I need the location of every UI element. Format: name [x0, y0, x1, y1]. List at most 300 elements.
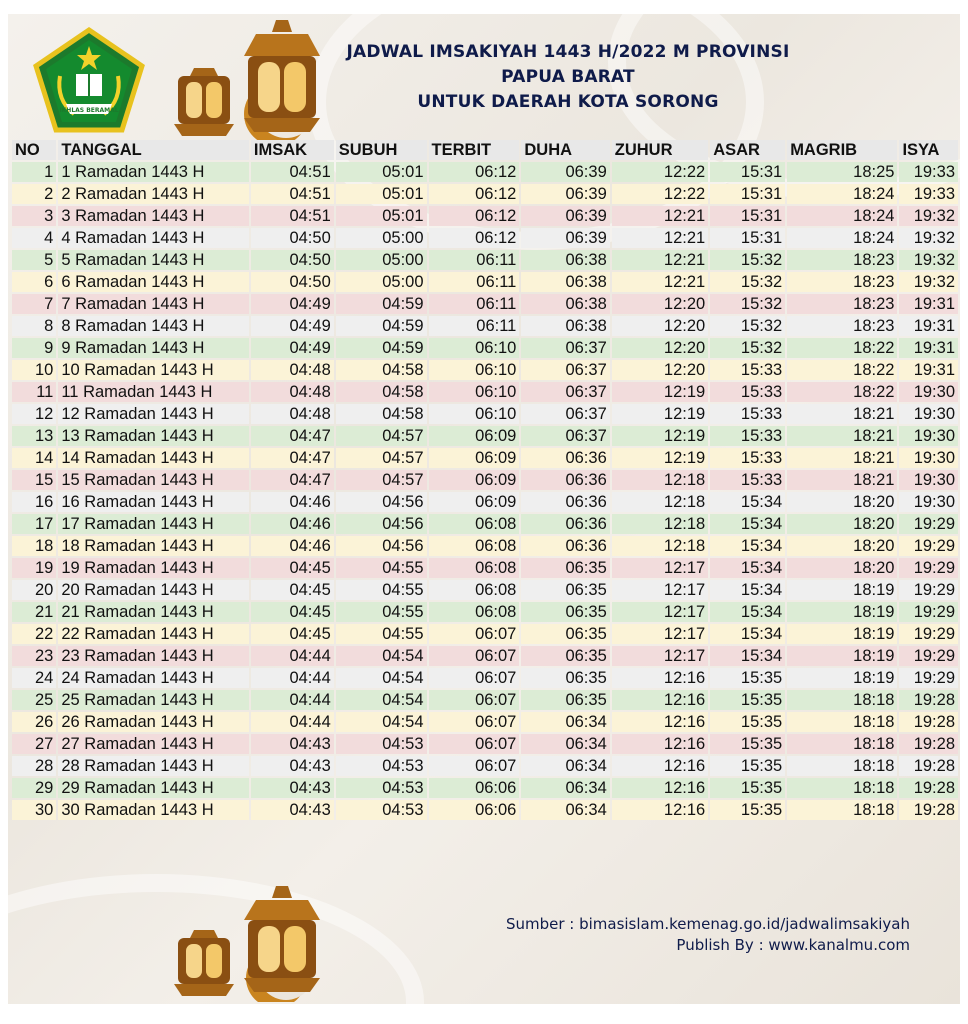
cell-asar: 15:35 — [710, 712, 785, 732]
table-row — [12, 514, 958, 534]
cell-asar: 15:33 — [710, 448, 785, 468]
cell-tanggal: 18 Ramadan 1443 H — [58, 536, 249, 556]
cell-no: 6 — [12, 272, 56, 292]
cell-tanggal: 15 Ramadan 1443 H — [58, 470, 249, 490]
cell-zuhur: 12:17 — [612, 558, 708, 578]
cell-zuhur: 12:17 — [612, 624, 708, 644]
cell-tanggal: 16 Ramadan 1443 H — [58, 492, 249, 512]
cell-asar: 15:34 — [710, 602, 785, 622]
cell-tanggal: 23 Ramadan 1443 H — [58, 646, 249, 666]
cell-duha: 06:34 — [521, 734, 609, 754]
cell-duha: 06:35 — [521, 558, 609, 578]
cell-tanggal: 3 Ramadan 1443 H — [58, 206, 249, 226]
cell-tanggal: 20 Ramadan 1443 H — [58, 580, 249, 600]
cell-magrib: 18:18 — [787, 712, 897, 732]
cell-no: 15 — [12, 470, 56, 490]
cell-magrib: 18:23 — [787, 316, 897, 336]
cell-asar: 15:35 — [710, 668, 785, 688]
cell-tanggal: 28 Ramadan 1443 H — [58, 756, 249, 776]
cell-terbit: 06:11 — [429, 250, 520, 270]
cell-no: 1 — [12, 162, 56, 182]
cell-terbit: 06:11 — [429, 294, 520, 314]
cell-terbit: 06:07 — [429, 646, 520, 666]
cell-asar: 15:35 — [710, 734, 785, 754]
cell-no: 28 — [12, 756, 56, 776]
cell-tanggal: 26 Ramadan 1443 H — [58, 712, 249, 732]
cell-zuhur: 12:18 — [612, 492, 708, 512]
cell-terbit: 06:09 — [429, 492, 520, 512]
cell-zuhur: 12:21 — [612, 272, 708, 292]
cell-no: 2 — [12, 184, 56, 204]
cell-asar: 15:32 — [710, 272, 785, 292]
column-header-subuh: SUBUH — [336, 140, 427, 160]
cell-no: 16 — [12, 492, 56, 512]
cell-magrib: 18:20 — [787, 514, 897, 534]
cell-magrib: 18:19 — [787, 646, 897, 666]
cell-imsak: 04:49 — [251, 294, 334, 314]
cell-magrib: 18:25 — [787, 162, 897, 182]
cell-asar: 15:34 — [710, 646, 785, 666]
cell-no: 10 — [12, 360, 56, 380]
cell-asar: 15:35 — [710, 756, 785, 776]
cell-tanggal: 8 Ramadan 1443 H — [58, 316, 249, 336]
cell-terbit: 06:06 — [429, 800, 520, 820]
cell-magrib: 18:18 — [787, 734, 897, 754]
cell-subuh: 04:55 — [336, 580, 427, 600]
cell-asar: 15:35 — [710, 690, 785, 710]
cell-zuhur: 12:20 — [612, 338, 708, 358]
cell-asar: 15:33 — [710, 426, 785, 446]
table-row — [12, 404, 958, 424]
cell-duha: 06:36 — [521, 470, 609, 490]
cell-isya: 19:28 — [899, 778, 958, 798]
cell-no: 23 — [12, 646, 56, 666]
cell-zuhur: 12:16 — [612, 668, 708, 688]
cell-subuh: 05:01 — [336, 162, 427, 182]
cell-tanggal: 6 Ramadan 1443 H — [58, 272, 249, 292]
source-text: Sumber : bimasislam.kemenag.go.id/jadwalimsakiyah — [505, 915, 910, 933]
cell-zuhur: 12:17 — [612, 602, 708, 622]
cell-magrib: 18:21 — [787, 448, 897, 468]
cell-imsak: 04:51 — [251, 184, 334, 204]
cell-subuh: 04:56 — [336, 514, 427, 534]
cell-duha: 06:35 — [521, 668, 609, 688]
cell-asar: 15:32 — [710, 294, 785, 314]
cell-isya: 19:29 — [899, 624, 958, 644]
cell-duha: 06:38 — [521, 272, 609, 292]
cell-magrib: 18:18 — [787, 690, 897, 710]
cell-duha: 06:35 — [521, 646, 609, 666]
table-header-row — [12, 140, 958, 160]
cell-subuh: 04:55 — [336, 558, 427, 578]
cell-duha: 06:36 — [521, 514, 609, 534]
cell-subuh: 04:59 — [336, 294, 427, 314]
cell-magrib: 18:22 — [787, 360, 897, 380]
cell-terbit: 06:06 — [429, 778, 520, 798]
cell-magrib: 18:21 — [787, 404, 897, 424]
cell-imsak: 04:49 — [251, 338, 334, 358]
cell-isya: 19:28 — [899, 712, 958, 732]
cell-terbit: 06:09 — [429, 470, 520, 490]
cell-subuh: 04:57 — [336, 426, 427, 446]
cell-asar: 15:32 — [710, 316, 785, 336]
cell-asar: 15:35 — [710, 800, 785, 820]
cell-subuh: 04:55 — [336, 624, 427, 644]
cell-subuh: 05:00 — [336, 250, 427, 270]
cell-magrib: 18:19 — [787, 668, 897, 688]
cell-isya: 19:30 — [899, 404, 958, 424]
cell-magrib: 18:22 — [787, 338, 897, 358]
table-row — [12, 668, 958, 688]
cell-asar: 15:34 — [710, 514, 785, 534]
cell-duha: 06:35 — [521, 690, 609, 710]
cell-duha: 06:39 — [521, 206, 609, 226]
cell-subuh: 04:57 — [336, 470, 427, 490]
cell-no: 13 — [12, 426, 56, 446]
cell-magrib: 18:18 — [787, 800, 897, 820]
column-header-magrib: MAGRIB — [787, 140, 897, 160]
cell-no: 7 — [12, 294, 56, 314]
cell-no: 12 — [12, 404, 56, 424]
cell-no: 30 — [12, 800, 56, 820]
cell-zuhur: 12:21 — [612, 228, 708, 248]
cell-imsak: 04:47 — [251, 426, 334, 446]
cell-duha: 06:37 — [521, 382, 609, 402]
cell-isya: 19:30 — [899, 470, 958, 490]
cell-asar: 15:34 — [710, 624, 785, 644]
column-header-zuhur: ZUHUR — [612, 140, 708, 160]
table-row — [12, 690, 958, 710]
column-header-no: NO — [12, 140, 56, 160]
cell-no: 20 — [12, 580, 56, 600]
table-row — [12, 470, 958, 490]
table-row — [12, 558, 958, 578]
cell-terbit: 06:10 — [429, 360, 520, 380]
cell-tanggal: 13 Ramadan 1443 H — [58, 426, 249, 446]
cell-imsak: 04:44 — [251, 646, 334, 666]
lantern-illustration — [158, 884, 338, 1002]
cell-zuhur: 12:16 — [612, 690, 708, 710]
cell-subuh: 04:53 — [336, 800, 427, 820]
table-row — [12, 316, 958, 336]
cell-isya: 19:29 — [899, 602, 958, 622]
publisher-text: Publish By : www.kanalmu.com — [676, 936, 910, 954]
cell-duha: 06:36 — [521, 448, 609, 468]
cell-tanggal: 9 Ramadan 1443 H — [58, 338, 249, 358]
cell-tanggal: 27 Ramadan 1443 H — [58, 734, 249, 754]
cell-zuhur: 12:18 — [612, 536, 708, 556]
cell-isya: 19:29 — [899, 580, 958, 600]
cell-duha: 06:38 — [521, 250, 609, 270]
cell-asar: 15:34 — [710, 536, 785, 556]
table-row — [12, 294, 958, 314]
table-row — [12, 492, 958, 512]
cell-no: 22 — [12, 624, 56, 644]
cell-imsak: 04:48 — [251, 382, 334, 402]
cell-no: 4 — [12, 228, 56, 248]
table-row — [12, 272, 958, 292]
cell-no: 25 — [12, 690, 56, 710]
title-line-2: PAPUA BARAT — [501, 67, 635, 87]
cell-isya: 19:33 — [899, 162, 958, 182]
cell-tanggal: 25 Ramadan 1443 H — [58, 690, 249, 710]
cell-terbit: 06:12 — [429, 162, 520, 182]
table-row — [12, 162, 958, 182]
cell-isya: 19:29 — [899, 514, 958, 534]
cell-magrib: 18:20 — [787, 558, 897, 578]
cell-magrib: 18:23 — [787, 250, 897, 270]
cell-terbit: 06:07 — [429, 734, 520, 754]
cell-duha: 06:37 — [521, 404, 609, 424]
cell-duha: 06:35 — [521, 624, 609, 644]
table-row — [12, 800, 958, 820]
cell-imsak: 04:45 — [251, 624, 334, 644]
cell-asar: 15:34 — [710, 558, 785, 578]
cell-zuhur: 12:18 — [612, 470, 708, 490]
lantern-illustration — [158, 16, 338, 141]
cell-subuh: 04:53 — [336, 756, 427, 776]
cell-imsak: 04:49 — [251, 316, 334, 336]
cell-isya: 19:28 — [899, 800, 958, 820]
cell-subuh: 04:59 — [336, 316, 427, 336]
cell-isya: 19:30 — [899, 448, 958, 468]
cell-magrib: 18:21 — [787, 426, 897, 446]
cell-isya: 19:30 — [899, 492, 958, 512]
cell-asar: 15:33 — [710, 382, 785, 402]
table-row — [12, 536, 958, 556]
cell-no: 5 — [12, 250, 56, 270]
cell-subuh: 04:56 — [336, 536, 427, 556]
cell-no: 27 — [12, 734, 56, 754]
table-row — [12, 448, 958, 468]
column-header-terbit: TERBIT — [429, 140, 520, 160]
cell-no: 9 — [12, 338, 56, 358]
table-row — [12, 624, 958, 644]
cell-subuh: 04:54 — [336, 668, 427, 688]
cell-subuh: 05:01 — [336, 184, 427, 204]
cell-isya: 19:31 — [899, 294, 958, 314]
cell-asar: 15:34 — [710, 492, 785, 512]
cell-asar: 15:31 — [710, 228, 785, 248]
table-row — [12, 602, 958, 622]
cell-magrib: 18:22 — [787, 382, 897, 402]
cell-isya: 19:32 — [899, 250, 958, 270]
cell-terbit: 06:11 — [429, 272, 520, 292]
cell-tanggal: 19 Ramadan 1443 H — [58, 558, 249, 578]
cell-imsak: 04:43 — [251, 734, 334, 754]
header — [8, 14, 960, 134]
cell-imsak: 04:43 — [251, 756, 334, 776]
page-title — [338, 40, 798, 115]
cell-no: 8 — [12, 316, 56, 336]
table-row — [12, 426, 958, 446]
cell-imsak: 04:50 — [251, 228, 334, 248]
cell-magrib: 18:23 — [787, 294, 897, 314]
table-body — [12, 162, 958, 820]
cell-isya: 19:29 — [899, 536, 958, 556]
cell-duha: 06:39 — [521, 162, 609, 182]
cell-duha: 06:36 — [521, 492, 609, 512]
cell-magrib: 18:19 — [787, 602, 897, 622]
cell-imsak: 04:47 — [251, 448, 334, 468]
cell-imsak: 04:43 — [251, 778, 334, 798]
cell-asar: 15:33 — [710, 404, 785, 424]
column-header-isya: ISYA — [899, 140, 958, 160]
cell-zuhur: 12:20 — [612, 360, 708, 380]
cell-terbit: 06:08 — [429, 558, 520, 578]
table-row — [12, 184, 958, 204]
cell-tanggal: 5 Ramadan 1443 H — [58, 250, 249, 270]
table-row — [12, 756, 958, 776]
footer — [8, 882, 960, 1004]
cell-duha: 06:38 — [521, 316, 609, 336]
cell-zuhur: 12:16 — [612, 712, 708, 732]
cell-asar: 15:35 — [710, 778, 785, 798]
cell-subuh: 05:00 — [336, 228, 427, 248]
cell-no: 29 — [12, 778, 56, 798]
cell-magrib: 18:19 — [787, 580, 897, 600]
cell-subuh: 05:01 — [336, 206, 427, 226]
cell-asar: 15:33 — [710, 470, 785, 490]
cell-tanggal: 7 Ramadan 1443 H — [58, 294, 249, 314]
cell-isya: 19:33 — [899, 184, 958, 204]
cell-duha: 06:35 — [521, 602, 609, 622]
column-header-asar: ASAR — [710, 140, 785, 160]
cell-tanggal: 12 Ramadan 1443 H — [58, 404, 249, 424]
cell-tanggal: 10 Ramadan 1443 H — [58, 360, 249, 380]
cell-imsak: 04:45 — [251, 580, 334, 600]
table-row — [12, 734, 958, 754]
cell-zuhur: 12:21 — [612, 250, 708, 270]
cell-imsak: 04:50 — [251, 272, 334, 292]
cell-no: 3 — [12, 206, 56, 226]
cell-zuhur: 12:16 — [612, 778, 708, 798]
cell-subuh: 04:57 — [336, 448, 427, 468]
cell-imsak: 04:48 — [251, 360, 334, 380]
cell-terbit: 06:11 — [429, 316, 520, 336]
cell-imsak: 04:46 — [251, 536, 334, 556]
cell-imsak: 04:47 — [251, 470, 334, 490]
cell-isya: 19:31 — [899, 316, 958, 336]
column-header-tanggal: TANGGAL — [58, 140, 249, 160]
cell-subuh: 04:54 — [336, 690, 427, 710]
kemenag-logo — [30, 26, 148, 136]
cell-isya: 19:30 — [899, 382, 958, 402]
cell-imsak: 04:44 — [251, 712, 334, 732]
cell-zuhur: 12:20 — [612, 294, 708, 314]
cell-subuh: 04:55 — [336, 602, 427, 622]
cell-duha: 06:38 — [521, 294, 609, 314]
table-row — [12, 206, 958, 226]
table-row — [12, 250, 958, 270]
cell-isya: 19:28 — [899, 690, 958, 710]
cell-magrib: 18:23 — [787, 272, 897, 292]
cell-tanggal: 2 Ramadan 1443 H — [58, 184, 249, 204]
table-row — [12, 382, 958, 402]
cell-zuhur: 12:18 — [612, 514, 708, 534]
table-row — [12, 338, 958, 358]
table-row — [12, 712, 958, 732]
cell-terbit: 06:08 — [429, 602, 520, 622]
cell-zuhur: 12:19 — [612, 404, 708, 424]
cell-imsak: 04:44 — [251, 668, 334, 688]
cell-asar: 15:32 — [710, 338, 785, 358]
cell-tanggal: 30 Ramadan 1443 H — [58, 800, 249, 820]
cell-imsak: 04:46 — [251, 514, 334, 534]
cell-no: 26 — [12, 712, 56, 732]
title-line-3: UNTUK DAERAH KOTA SORONG — [417, 92, 719, 112]
cell-magrib: 18:21 — [787, 470, 897, 490]
cell-isya: 19:32 — [899, 228, 958, 248]
cell-zuhur: 12:19 — [612, 448, 708, 468]
cell-magrib: 18:24 — [787, 184, 897, 204]
title-line-1: JADWAL IMSAKIYAH 1443 H/2022 M PROVINSI — [346, 42, 790, 62]
cell-subuh: 04:54 — [336, 646, 427, 666]
cell-subuh: 04:59 — [336, 338, 427, 358]
cell-terbit: 06:10 — [429, 404, 520, 424]
cell-imsak: 04:43 — [251, 800, 334, 820]
cell-zuhur: 12:19 — [612, 426, 708, 446]
cell-terbit: 06:07 — [429, 690, 520, 710]
cell-no: 11 — [12, 382, 56, 402]
cell-zuhur: 12:22 — [612, 184, 708, 204]
cell-subuh: 04:53 — [336, 778, 427, 798]
table-row — [12, 360, 958, 380]
cell-terbit: 06:08 — [429, 580, 520, 600]
cell-subuh: 04:58 — [336, 382, 427, 402]
cell-terbit: 06:12 — [429, 206, 520, 226]
cell-terbit: 06:07 — [429, 712, 520, 732]
column-header-duha: DUHA — [521, 140, 609, 160]
cell-isya: 19:32 — [899, 206, 958, 226]
cell-terbit: 06:12 — [429, 184, 520, 204]
cell-duha: 06:34 — [521, 778, 609, 798]
cell-duha: 06:34 — [521, 800, 609, 820]
cell-tanggal: 4 Ramadan 1443 H — [58, 228, 249, 248]
cell-duha: 06:34 — [521, 712, 609, 732]
cell-duha: 06:35 — [521, 580, 609, 600]
table-row — [12, 580, 958, 600]
cell-zuhur: 12:22 — [612, 162, 708, 182]
cell-isya: 19:29 — [899, 558, 958, 578]
table-row — [12, 646, 958, 666]
cell-imsak: 04:51 — [251, 162, 334, 182]
cell-no: 17 — [12, 514, 56, 534]
cell-tanggal: 14 Ramadan 1443 H — [58, 448, 249, 468]
cell-subuh: 04:56 — [336, 492, 427, 512]
cell-terbit: 06:12 — [429, 228, 520, 248]
cell-zuhur: 12:16 — [612, 800, 708, 820]
cell-terbit: 06:07 — [429, 756, 520, 776]
cell-imsak: 04:44 — [251, 690, 334, 710]
cell-tanggal: 29 Ramadan 1443 H — [58, 778, 249, 798]
cell-no: 19 — [12, 558, 56, 578]
cell-duha: 06:36 — [521, 536, 609, 556]
cell-isya: 19:28 — [899, 734, 958, 754]
cell-imsak: 04:46 — [251, 492, 334, 512]
cell-imsak: 04:48 — [251, 404, 334, 424]
cell-imsak: 04:51 — [251, 206, 334, 226]
cell-duha: 06:37 — [521, 338, 609, 358]
cell-duha: 06:39 — [521, 228, 609, 248]
cell-zuhur: 12:16 — [612, 756, 708, 776]
cell-terbit: 06:10 — [429, 338, 520, 358]
cell-magrib: 18:18 — [787, 756, 897, 776]
cell-terbit: 06:09 — [429, 448, 520, 468]
cell-duha: 06:34 — [521, 756, 609, 776]
cell-isya: 19:30 — [899, 426, 958, 446]
cell-no: 21 — [12, 602, 56, 622]
